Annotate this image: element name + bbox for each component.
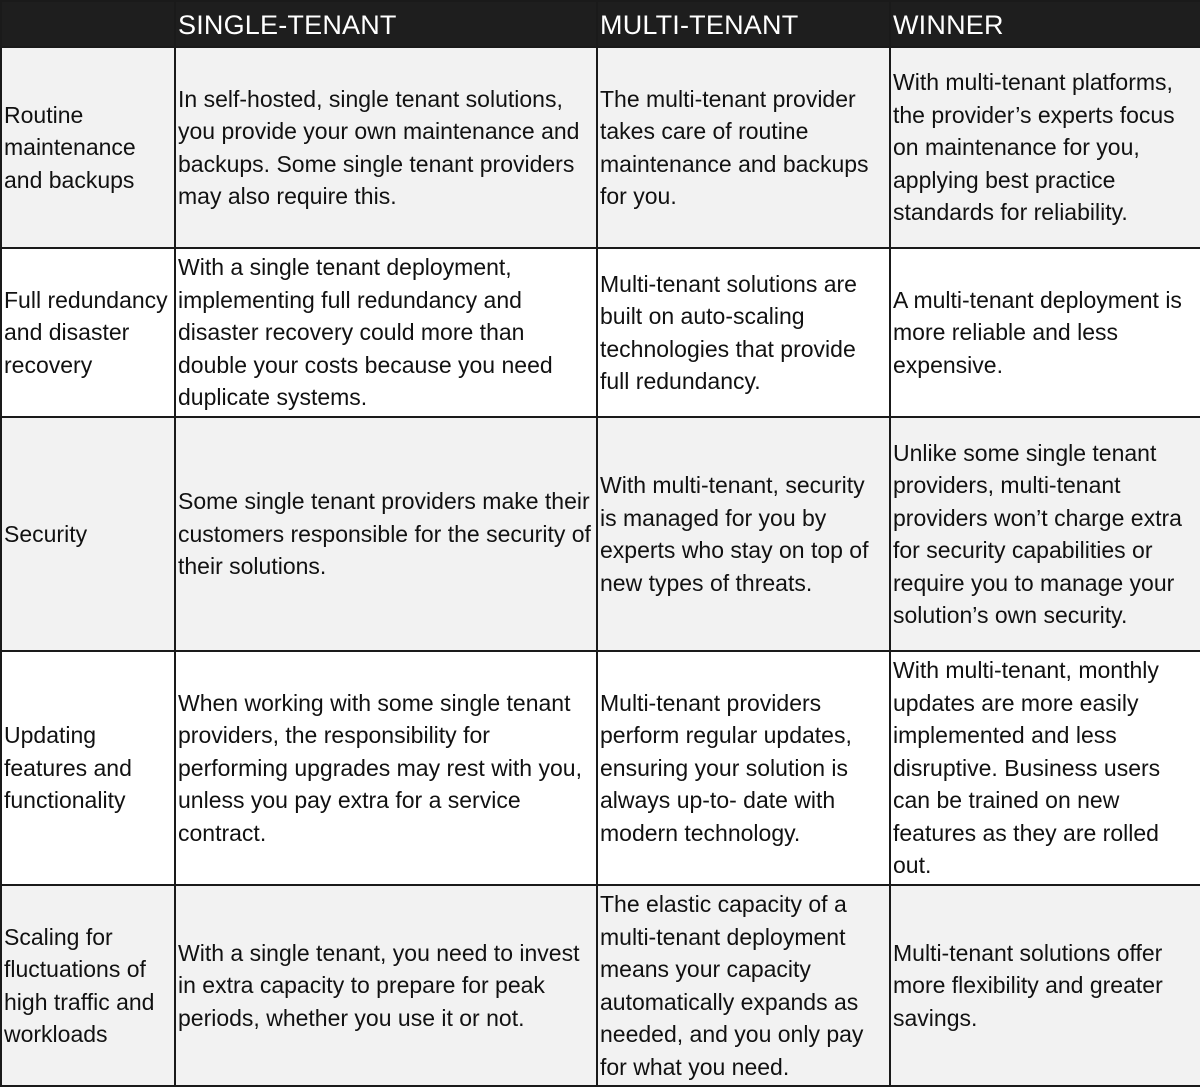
row-category-cell: Scaling for fluctuations of high traffic and workloads [1,885,175,1086]
row-category-cell: Security [1,417,175,651]
multi-tenant-cell: Multi-tenant solutions are built on auto-scaling technologies that provide full redundancy. [597,248,890,417]
row-category-cell: Routine maintenance and backups [1,47,175,248]
single-tenant-cell: With a single tenant, you need to invest in extra capacity to prepare for peak periods, whether you use it or not. [175,885,597,1086]
table-row [1,417,1200,651]
row-category-cell: Updating features and functionality [1,651,175,885]
winner-cell: With multi-tenant platforms, the provider’s experts focus on maintenance for you, applying best practice standards for reliability. [890,47,1200,248]
multi-tenant-cell: The multi-tenant provider takes care of routine maintenance and backups for you. [597,47,890,248]
single-tenant-cell: Some single tenant providers make their customers responsible for the security of their solutions. [175,417,597,651]
row-category-cell: Full redundancy and disaster recovery [1,248,175,417]
header-row [1,1,1200,47]
header-cell-category [1,1,175,47]
table-row [1,651,1200,885]
table-body [1,47,1200,1086]
header-cell-multi-tenant: MULTI-TENANT [597,1,890,47]
header-cell-winner: WINNER [890,1,1200,47]
single-tenant-cell: In self-hosted, single tenant solutions, you provide your own maintenance and backups. Some single tenant providers may also require this. [175,47,597,248]
single-tenant-cell: With a single tenant deployment, implementing full redundancy and disaster recovery could more than double your costs because you need duplicate systems. [175,248,597,417]
winner-cell: A multi-tenant deployment is more reliable and less expensive. [890,248,1200,417]
multi-tenant-cell: Multi-tenant providers perform regular updates, ensuring your solution is always up-to- date with modern technology. [597,651,890,885]
table-row [1,47,1200,248]
winner-cell: Unlike some single tenant providers, multi-tenant providers won’t charge extra for security capabilities or require you to manage your solution’s own security. [890,417,1200,651]
winner-cell: With multi-tenant, monthly updates are more easily implemented and less disruptive. Business users can be trained on new features as they are rolled out. [890,651,1200,885]
table-row [1,248,1200,417]
table-header [1,1,1200,47]
multi-tenant-cell: With multi-tenant, security is managed for you by experts who stay on top of new types of threats. [597,417,890,651]
winner-cell: Multi-tenant solutions offer more flexibility and greater savings. [890,885,1200,1086]
header-cell-single-tenant: SINGLE-TENANT [175,1,597,47]
table-row [1,885,1200,1086]
multi-tenant-cell: The elastic capacity of a multi-tenant deployment means your capacity automatically expands as needed, and you only pay for what you need. [597,885,890,1086]
single-tenant-cell: When working with some single tenant providers, the responsibility for performing upgrades may rest with you, unless you pay extra for a service contract. [175,651,597,885]
